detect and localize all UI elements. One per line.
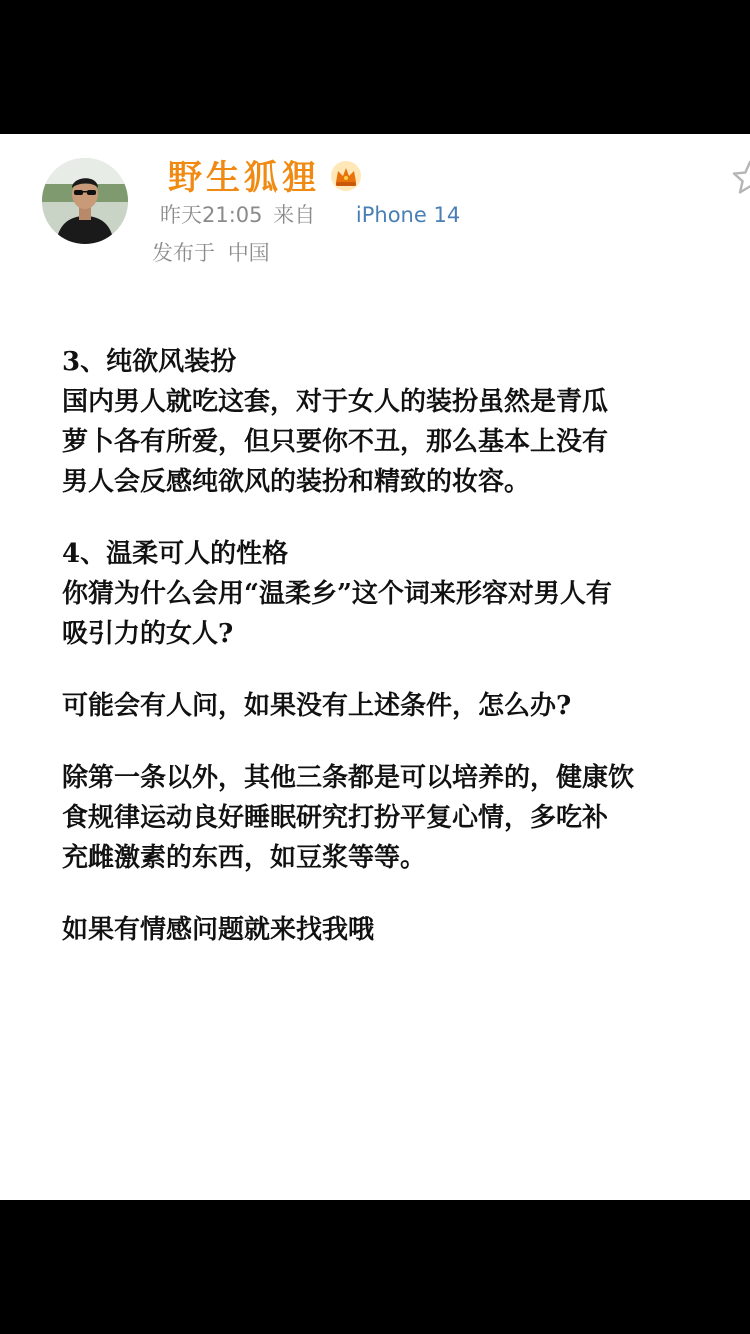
text-line: 3、纯欲风装扮 (62, 347, 237, 377)
text-line: 国内男人就吃这套，对于女人的装扮虽然是青瓜 (62, 387, 609, 417)
post-time: 昨天21:05 (160, 203, 263, 227)
text-line: 你猜为什么会用“温柔乡”这个词来形容对男人有 (62, 579, 612, 609)
author-name[interactable]: 野生狐狸 (168, 158, 320, 198)
post-location (152, 238, 270, 268)
paragraph (62, 910, 712, 950)
text-line: 吸引力的女人? (62, 619, 234, 649)
text-line: 萝卜各有所爱，但只要你不丑，那么基本上没有 (62, 427, 609, 457)
post-meta (160, 200, 460, 230)
paragraph (62, 686, 712, 726)
paragraph (62, 758, 712, 878)
text-line: 除第一条以外，其他三条都是可以培养的，健康饮 (62, 763, 635, 793)
source-prefix: 来自 (273, 203, 316, 227)
text-line: 充雌激素的东西，如豆浆等等。 (62, 843, 427, 873)
text-line: 如果有情感问题就来找我哦 (62, 915, 375, 945)
source-device-link[interactable]: iPhone 14 (355, 203, 461, 227)
paragraph (62, 534, 712, 654)
text-line: 男人会反感纯欲风的装扮和精致的妆容。 (62, 467, 531, 497)
text-line: 可能会有人问，如果没有上述条件，怎么办? (62, 691, 572, 721)
location-value: 中国 (227, 241, 270, 265)
crown-icon (330, 160, 362, 192)
text-line: 食规律运动良好睡眠研究打扮平复心情，多吃补 (62, 803, 609, 833)
author-avatar[interactable] (42, 158, 128, 244)
post-card (0, 134, 750, 1200)
text-line: 4、温柔可人的性格 (62, 539, 289, 569)
post-body (62, 342, 712, 982)
paragraph (62, 342, 712, 502)
avatar-photo (42, 158, 128, 244)
star-icon[interactable] (730, 158, 750, 198)
location-prefix: 发布于 (152, 241, 215, 265)
